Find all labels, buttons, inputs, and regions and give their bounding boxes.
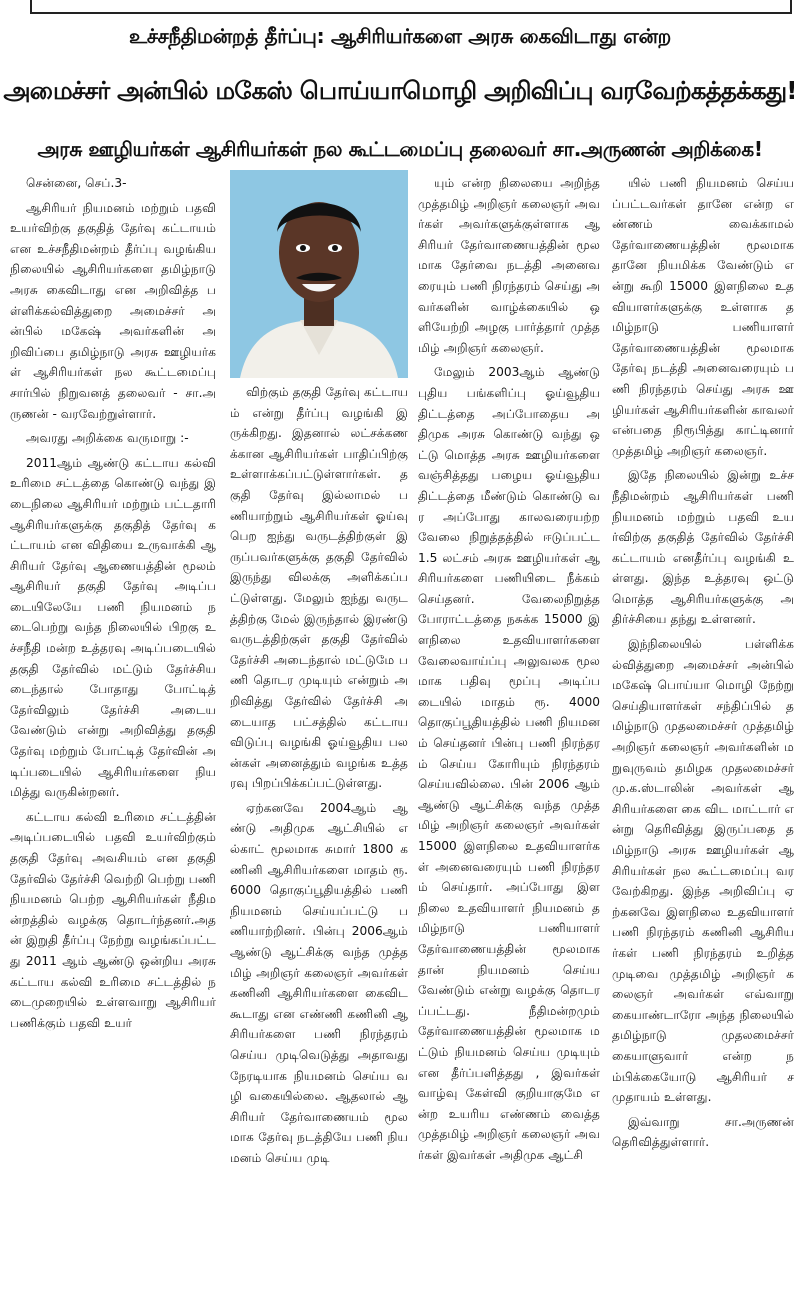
column-3-paragraph: மேலும் 2003ஆம் ஆண்டு புதிய பங்களிப்பு ஓய்வூதிய திட்டத்தை அப்போதைய அதிமுக அரசு கொண்டு வந்து ஒட்டு மொத்த அரசு ஊழியர்களை வஞ்சித்தது பழைய ஓய்வூதிய திட்டத்தை மீண்டும் கொண்டு வர அப்போது காலவரையற்ற வேலை நிறுத்தத்தில் ஈடுப்பட்ட 1.5 லட்சம் அரசு ஊழியர்கள் ஆசிரியர்களை பணியிடை நீக்கம் செய்தனர். வேலைநிறுத்த போராட்டத்தை நசுக்க 15000 இளநிலை உதவியாளர்களை வேலைவாய்ப்பு அலுவலக மூலமாக பதிவு மூப்பு அடிப்படையில் மாதம் ரூ. 4000 தொகுப்பூதியத்தில் பணி நியமனம் செய்தனர் பின்பு பணி நிரந்தரம் செய்ய கோரியும் நிரந்தரம் செய்யவில்லை. பின் 2006 ஆம் ஆண்டு ஆட்சிக்கு வந்த முத்தமிழ் அறிஞர் கலைஞர் அவர்கள் 15000 இளநிலை உதவியாளர்கள் அனைவரையும் பணி நிரந்தரம் செய்தார். அப்போது இளநிலை உதவியாளர் நியமனம் தமிழ்நாடு பணியாளர் தேர்வாணையத்தின் மூலமாக தான் நியமனம் செய்ய வேண்டும் என்று வழக்கு தொடரப்பட்டது. நீதிமன்றமும் தேர்வாணையத்தின் மூலமாக மட்டும் நியமனம் செய்ய முடியும் என தீர்ப்பளித்தது , இவர்கள் வாழ்வு கேள்வி குறியாகுமே என்ற உயரிய எண்ணம் வைத்த முத்தமிழ் அறிஞர் கலைஞர் அவர்கள் இவர்கள் அதிமுக ஆட்சி [418, 365, 600, 1162]
column-1-paragraph: அவரது அறிக்கை வருமாறு :- [26, 431, 189, 446]
article-column-4 [612, 173, 794, 1305]
article-headline: அமைச்சர் அன்பில் மகேஸ் பொய்யாமொழி அறிவிப்பு வரவேற்கத்தக்கது! [3, 76, 797, 105]
article-column-2 [230, 382, 408, 1305]
column-2-paragraph: விற்கும் தகுதி தேர்வு கட்டாயம் என்று தீர்ப்பு வழங்கி இருக்கிறது. இதனால் லட்சக்கணக்கான ஆசிரியர்கள் பாதிப்பிற்கு உள்ளாக்கப்பட்டுள்ளார்கள். தகுதி தேர்வு இல்லாமல் பணியாற்றும் ஆசிரியர்கள் ஓய்வு பெற ஐந்து வருடத்திற்குள் இருப்பவர்களுக்கு தகுதி தேர்வில் இருந்து விலக்கு அளிக்கப்பட்டுள்ளது. மேலும் ஐந்து வருடத்திற்கு மேல் இருந்தால் இரண்டு வருடத்திற்குள் தகுதி தேர்வில் தேர்ச்சி அடைந்தால் மட்டுமே பணி தொடர முடியும் என்றும் அறிவித்து தேர்வில் தேர்ச்சி அடையாத பட்சத்தில் கட்டாய விடுப்பு வழங்கி ஓய்வூதிய பலன்கள் அனைத்தும் வழங்க உத்தரவு பிறப்பிக்கப்பட்டுள்ளது. [230, 385, 408, 791]
column-4-paragraph: இந்நிலையில் பள்ளிக்கல்வித்துறை அமைச்சர் அன்பில் மகேஷ் பொய்யா மொழி நேற்று செய்தியாளர்கள் சந்திப்பில் தமிழ்நாடு முதலமைச்சர் முத்தமிழ் அறிஞர் கலைஞர் அவர்களின் மறுவுருவம் தமிழக முதலமைச்சர் மு.க.ஸ்டாலின் அவர்கள் ஆசிரியர்களை கை விட மாட்டார் என்று தெரிவித்து இருப்பதை தமிழ்நாடு அரசு ஊழியர்கள் ஆசிரியர்கள் நல கூட்டமைப்பு வரவேற்கிறது. இந்த அறிவிப்பு ஏற்கனவே இளநிலை உதவியாளர் பணி நிரந்தரம் கணினி ஆசிரியர்கள் பணி நிரந்தரம் உறித்த முடிவை முத்தமிழ் அறிஞர் கலைஞர் அவர்கள் எவ்வாறு கையாண்டாரோ அந்த நிலையில் தமிழ்நாடு முதலமைச்சர் கையாளுவார் என்ற நம்பிக்கையோடு ஆசிரியர் சமுதாயம் உள்ளது. [612, 637, 794, 1105]
top-border-rule [30, 0, 792, 14]
column-1-paragraph: கட்டாய கல்வி உரிமை சட்டத்தின் அடிப்படையில் பதவி உயர்விற்கும் தகுதி தேர்வு அவசியம் என தகுதி தேர்வில் தேர்ச்சி வெற்றி பெற்று பணி நியமனம் பெற்ற ஆசிரியர்கள் நீதிமன்றத்தில் வழக்கு தொடர்ந்தனர்.அதன் இறுதி தீர்ப்பு நேற்று வழங்கப்பட்டது 2011 ஆம் ஆண்டு ஒன்றிய அரசு கட்டாய கல்வி உரிமை சட்டத்தில் நடைமுறையில் உள்ளவாறு ஆசிரியர் பணிக்கும் பதவி உயர் [10, 809, 216, 1030]
column-1-paragraph: 2011ஆம் ஆண்டு கட்டாய கல்வி உரிமை சட்டத்தை கொண்டு வந்து இடைநிலை ஆசிரியர் மற்றும் பட்டதாரி ஆசிரியர்களுக்கு தகுதித் தேர்வு கட்டாயம் என விதியை உருவாக்கி ஆசிரியர் தேர்வு ஆணையத்தின் மூலம் ஆசிரியர் தகுதி தேர்வு அடிப்படையிலேயே பணி நியமனம் நடைபெற்று வந்த நிலையில் பிறகு உச்சநீதி மன்ற உத்தரவு அடிப்படையில் தகுதி தேர்வில் மட்டும் தேர்ச்சியடைந்தால் போதாது போட்டித் தேர்விலும் தேர்ச்சி அடைய வேண்டும் என்று அறிவித்து தகுதி தேர்வு மற்றும் போட்டித் தேர்வின் அடிப்படையில் ஆசிரியர்களை நியமித்து வருகின்றனர். [10, 455, 216, 800]
author-photo [230, 170, 408, 378]
article-kicker: உச்சநீதிமன்றத் தீர்ப்பு: ஆசிரியர்களை அரசு கைவிடாது என்ற [129, 24, 671, 48]
portrait-illustration [230, 170, 408, 378]
column-1-paragraph: சென்னை, செப்.3- [26, 176, 127, 190]
column-2-paragraph: ஏற்கனவே 2004ஆம் ஆண்டு அதிமுக ஆட்சியில் எல்காட் மூலமாக சுமார் 1800 கணினி ஆசிரியர்களை மாதம் ரூ. 6000 தொகுப்பூதியத்தில் பணி நியமனம் செய்யப்பட்டு பணியாற்றினர். பின்பு 2006ஆம் ஆண்டு ஆட்சிக்கு வந்த முத்தமிழ் அறிஞர் கலைஞர் அவர்கள் கணினி ஆசிரியர்களை கைவிடகூடாது என எண்ணி கணினி ஆசிரியர்களை பணி நிரந்தரம் செய்ய முடிவெடுத்து அதாவது நேரடியாக நியமனம் செய்ய வழி வகையில்லை. ஆதலால் ஆசிரியர் தேர்வாணையம் மூலமாக தேர்வு நடத்தியே பணி நியமனம் செய்ய முடி [230, 800, 408, 1165]
column-4-paragraph: இதே நிலையில் இன்று உச்ச நீதிமன்றம் ஆசிரியர்கள் பணி நியமனம் மற்றும் பதவி உயர்விற்கு தகுதித் தேர்வில் தேர்ச்சி கட்டாயம் எனதீர்ப்பு வழங்கி உள்ளது. இந்த உத்தரவு ஒட்டு மொத்த ஆசிரியர்களுக்கு அதிர்ச்சியை தந்து உள்ளனர். [612, 468, 794, 627]
article-column-3 [418, 173, 600, 1305]
column-1-paragraph: ஆசிரியர் நியமனம் மற்றும் பதவி உயர்விற்கு தகுதித் தேர்வு கட்டாயம் என உச்சநீதிமன்றம் தீர்ப்பு வழங்கிய நிலையில் ஆசிரியர்களை தமிழ்நாடு அரசு கைவிடாது என அறிவித்த பள்ளிக்கல்வித்துறை அமைச்சர் அன்பில் மகேஷ் அவர்களின் அறிவிப்பை தமிழ்நாடு அரசு ஊழியர்கள் ஆசிரியர்கள் நல கூட்டமைப்பு சார்பில் நிறுவனத் தலைவர் - சா.அருணன் - வரவேற்றுள்ளார். [10, 200, 216, 421]
article-column-1 [10, 173, 216, 1305]
column-4-paragraph: யில் பணி நியமனம் செய்யப்பட்டவர்கள் தானே என்ற எண்ணம் வைக்காமல் தேர்வாணையத்தின் மூலமாக தானே நியமிக்க வேண்டும் என்று கூறி 15000 இளநிலை உதவியாளர்களுக்கு உள்ளாக தமிழ்நாடு பணியாளர் தேர்வாணையத்தின் மூலமாக தேர்வு நடத்தி அனைவரையும் பணி நிரந்தரம் செய்து அரசு ஊழியர்கள் ஆசிரியர்களின் காவலர் என்பதை நிரூபித்து காட்டினார் முத்தமிழ் அறிஞர் கலைஞர். [612, 176, 794, 458]
article-subhead: அரசு ஊழியர்கள் ஆசிரியர்கள் நல கூட்டமைப்பு தலைவர் சா.அருணன் அறிக்கை! [37, 137, 763, 161]
column-4-paragraph: இவ்வாறு சா.அருணன் தெரிவித்துள்ளார். [612, 1114, 794, 1150]
column-3-paragraph: யும் என்ற நிலையை அறிந்த முத்தமிழ் அறிஞர் கலைஞர் அவர்கள் அவர்களுக்குள்ளாக ஆசிரியர் தேர்வாணையத்தின் மூலமாக தேர்வை நடத்தி அனைவரையும் பணி நிரந்தரம் செய்து அவர்களின் வாழ்க்கையில் ஒளியேற்றி அழகு பார்த்தார் முத்தமிழ் அறிஞர் கலைஞர். [418, 176, 600, 355]
